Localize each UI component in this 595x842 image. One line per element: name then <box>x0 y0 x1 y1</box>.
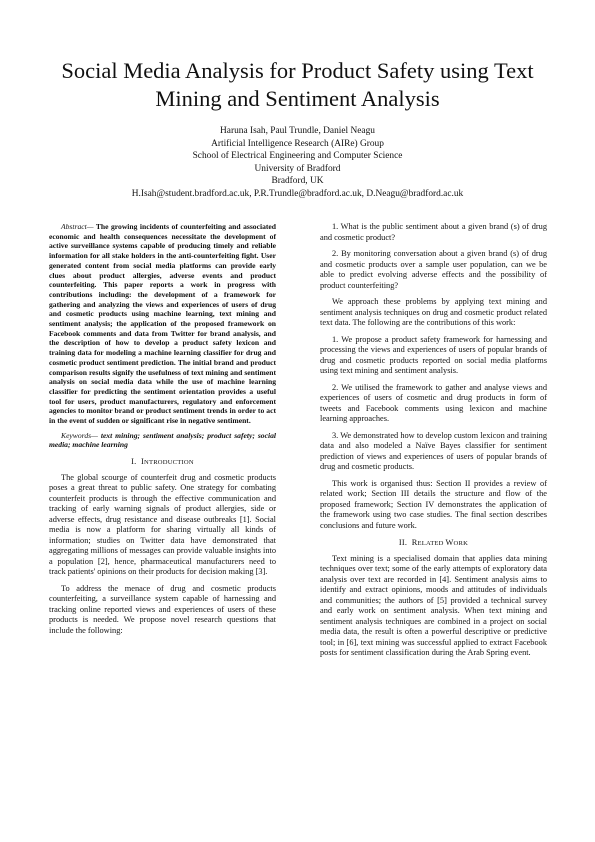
author-university: University of Bradford <box>254 163 341 174</box>
author-school: School of Electrical Engineering and Computer Science <box>192 151 403 162</box>
paragraph: This work is organised thus: Section II provides a review of related work; Section III details the structure and flow of the proposed framework; Section IV demonstrates the application of the framework using two case studies. The final section describes conclusions and future work. <box>320 478 547 530</box>
contribution-3: 3. We demonstrated how to develop custom lexicon and training data and also modeled a Naïve Bayes classifier for sentiment prediction of views and experiences of users of popular brands of drug and cosmetic products. <box>320 430 547 471</box>
paragraph: Text mining is a specialised domain that applies data mining techniques over text; some of the early attempts of exploratory data analysis over text are recorded in [4]. Sentiment analysis aims to identify and extract opinions, moods and attitudes of individuals and communities; the authors of [5] provided a technical survey and early work on sentiment analysis. When text mining and sentiment analysis techniques are combined in a project on social media data, the result is often a powerful descriptive or predictive tool; in [6], text mining was successful applied to extract Facebook posts for sentiment classification during the Arab Spring event. <box>320 553 547 657</box>
abstract-label: Abstract— <box>61 222 94 231</box>
keywords-label: Keywords— <box>61 430 98 440</box>
paper-title: Social Media Analysis for Product Safety using Text Mining and Sentiment Analysis <box>61 58 534 111</box>
author-location: Bradford, UK <box>271 176 324 187</box>
keywords-text: text mining; sentiment analysis; product safety; social media; machine learning <box>49 430 276 450</box>
abstract <box>49 222 276 426</box>
paragraph: The global scourge of counterfeit drug and cosmetic products poses a great threat to public safety. One strategy for combating counterfeit products is through the effective communication and tracking of early warning signals of product allergies, side or adverse effects, drug resistance and disease outbreaks [1]. Social media is now a platform for sharing virtually all kinds of information; studies on Twitter data have demonstrated that aggregating millions of messages can provide valuable insights into a population [2], hence, pharmaceutical manufacturers need to track patients' opinions on their products for decision making [3]. <box>49 472 276 577</box>
author-names: Haruna Isah, Paul Trundle, Daniel Neagu <box>220 126 375 136</box>
author-block <box>60 125 535 200</box>
contribution-2: 2. We utilised the framework to gather and analyse views and experiences of users of cosmetic and drug products in form of tweets and Facebook comments using lexicon and machine learning approaches. <box>320 382 547 423</box>
right-column <box>320 222 547 659</box>
author-group: Artificial Intelligence Research (AIRe) Group <box>211 138 384 149</box>
keywords <box>49 431 276 450</box>
abstract-text: The growing incidents of counterfeiting and associated economic and health consequences necessitate the development of active surveillance systems capable of producing timely and reliable information for all stake holders in the anti-counterfeiting fight. User generated content from social media platforms can provide early clues about product allergies, adverse events and product counterfeiting. This paper reports a work in progress with contributions including: the development of a framework for gathering and analyzing the views and experiences of users of drug and cosmetic products using machine learning, text mining and sentiment analysis; the application of the proposed framework on Facebook comments and data from Twitter for brand analysis, and the description of how to develop a product safety lexicon and training data for modeling a machine learning classifier for drug and cosmetic product sentiment prediction. The initial brand and product comparison results signify the usefulness of text mining and sentiment analysis on social media data while the use of machine learning classifier for predicting the sentiment orientation provides a useful tool for users, product manufacturers, regulatory and enforcement agencies to monitor brand or product sentiment trends in order to act in the event of sudden or significant rise in negative sentiment. <box>49 222 276 426</box>
section-heading-introduction: I. INTRODUCTION <box>131 457 194 467</box>
section-heading-related-work: II. RELATED WORK <box>398 538 469 547</box>
contribution-1: 1. We propose a product safety framework for harnessing and processing the views and experiences of users of popular brands of drug and cosmetic products reported on social media platforms using text mining and sentiment analysis. <box>320 334 547 375</box>
author-emails: H.Isah@student.bradford.ac.uk, P.R.Trundle@bradford.ac.uk, D.Neagu@bradford.ac.uk <box>131 188 464 199</box>
paragraph: To address the menace of drug and cosmetic products counterfeiting, a surveillance system capable of harnessing and tracking online reported views and experiences of users of these products is needed. We propose novel research questions that include the following: <box>49 583 276 635</box>
paragraph: We approach these problems by applying text mining and sentiment analysis techniques on drug and cosmetic product related text data. The following are the contributions of this work: <box>320 297 547 327</box>
left-column <box>49 222 276 636</box>
research-question-2: 2. By monitoring conversation about a given brand (s) of drug and cosmetic products over a sample user population, can we be able to predict evolving adverse effects and the possibility of product counterfeiting? <box>320 249 547 290</box>
research-question-1: 1. What is the public sentiment about a given brand (s) of drug and cosmetic product? <box>320 222 547 242</box>
